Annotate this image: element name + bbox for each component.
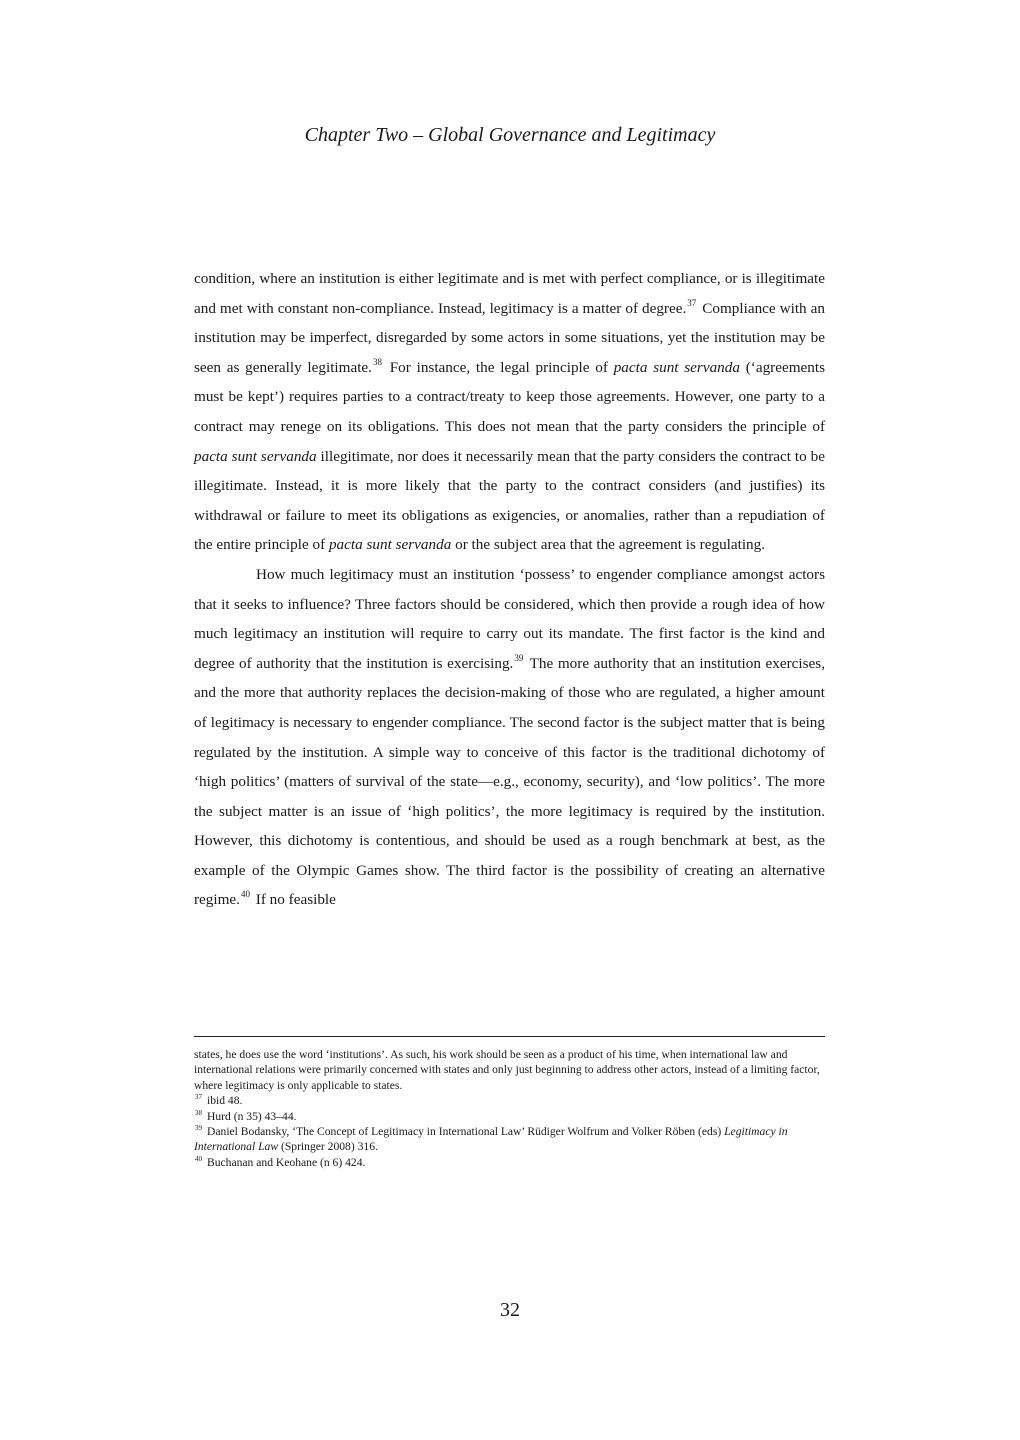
text-run: (‘agreements must be kept’) requires parties to a contract/treaty to keep those agreements. However, one party to a contract may renege on its obligations. This does not mean that the party considers the principle of — [194, 358, 826, 435]
footnote-continuation: states, he does use the word ‘institutions’. As such, his work should be seen as a product of his time, when international law and international relations were primarily concerned with states and only just beginning to address other actors, instead of a limiting factor, where legitimacy is only applicable to states. — [194, 1048, 820, 1092]
text-run: How much legitimacy must an institution ‘possess’ to engender compliance amongst actors that it seeks to influence? Three factors should be considered, which then provide a rough idea of how much legitimacy an institution will require to carry out its mandate. The first factor is the kind and degree of authority that the institution is exercising. — [194, 565, 825, 672]
footnote-ref-37[interactable]: 37 — [687, 297, 697, 308]
text-run: illegitimate, nor does it necessarily mean that the party considers the contract to be illegitimate. Instead, it is more likely that the party to the contract considers (and justifies) its withdrawal or failure to meet its obligations as exigencies, or anomalies, rather than a repudiation of the entire principle of — [194, 447, 825, 554]
footnote-book-title: Legitimacy in International Law — [194, 1125, 788, 1154]
footnote-ref-39[interactable]: 39 — [514, 652, 524, 663]
footnote-number: 39 — [195, 1124, 202, 1133]
running-head: Chapter Two – Global Governance and Legitimacy — [304, 124, 716, 146]
text-run: condition, where an institution is either legitimate and is met with perfect compliance, or is illegitimate and met with constant non-compliance. Instead, legitimacy is a matter of degree. — [194, 270, 825, 317]
footnote-37 — [194, 1093, 825, 1108]
page-number: 32 — [500, 1299, 520, 1321]
text-run: Compliance with an institution may be imperfect, disregarded by some actors in some situations, yet the institution may be seen as generally legitimate. — [194, 299, 825, 376]
footnote-ref-38[interactable]: 38 — [372, 356, 382, 367]
footnote-text: (Springer 2008) 316. — [278, 1140, 378, 1154]
footnote-39 — [194, 1124, 825, 1155]
text-run: The more authority that an institution exercises, and the more that authority replaces the decision-making of those who are regulated, a higher amount of legitimacy is necessary to engender compliance. The second factor is the subject matter that is being regulated by the institution. A simple way to conceive of this factor is the traditional dichotomy of ‘high politics’ (matters of survival of the state—e.g., economy, security), and ‘low politics’. The more the subject matter is an issue of ‘high politics’, the more legitimacy is required by the institution. However, this dichotomy is contentious, and should be used as a rough benchmark at best, as the example of the Olympic Games show. The third factor is the possibility of creating an alternative regime. — [194, 654, 825, 909]
latin-term: pacta sunt servanda — [328, 536, 452, 554]
footnote-40 — [194, 1155, 825, 1170]
paragraph-2 — [194, 560, 825, 915]
latin-term: pacta sunt servanda — [613, 358, 740, 376]
text-run: If no feasible — [251, 891, 336, 909]
footnote-text: Buchanan and Keohane (n 6) 424. — [207, 1155, 366, 1169]
footnote-38 — [194, 1109, 825, 1124]
footnote-text: Daniel Bodansky, ‘The Concept of Legitimacy in International Law’ Rüdiger Wolfrum and Volker Röben (eds) — [207, 1125, 725, 1139]
footnote-ref-40[interactable]: 40 — [240, 889, 250, 900]
paragraph-1 — [194, 264, 825, 560]
footnote-text: ibid 48. — [207, 1094, 243, 1108]
footnote-divider — [194, 1036, 825, 1037]
footnote-text: Hurd (n 35) 43–44. — [207, 1109, 297, 1123]
footnote-number: 37 — [195, 1093, 202, 1102]
body-text — [194, 264, 825, 915]
footnote-number: 40 — [195, 1154, 202, 1163]
footnote-number: 38 — [195, 1108, 202, 1117]
text-run: or the subject area that the agreement is regulating. — [451, 536, 766, 554]
footnotes — [194, 1047, 825, 1170]
latin-term: pacta sunt servanda — [194, 447, 317, 465]
text-run: For instance, the legal principle of — [383, 358, 614, 376]
